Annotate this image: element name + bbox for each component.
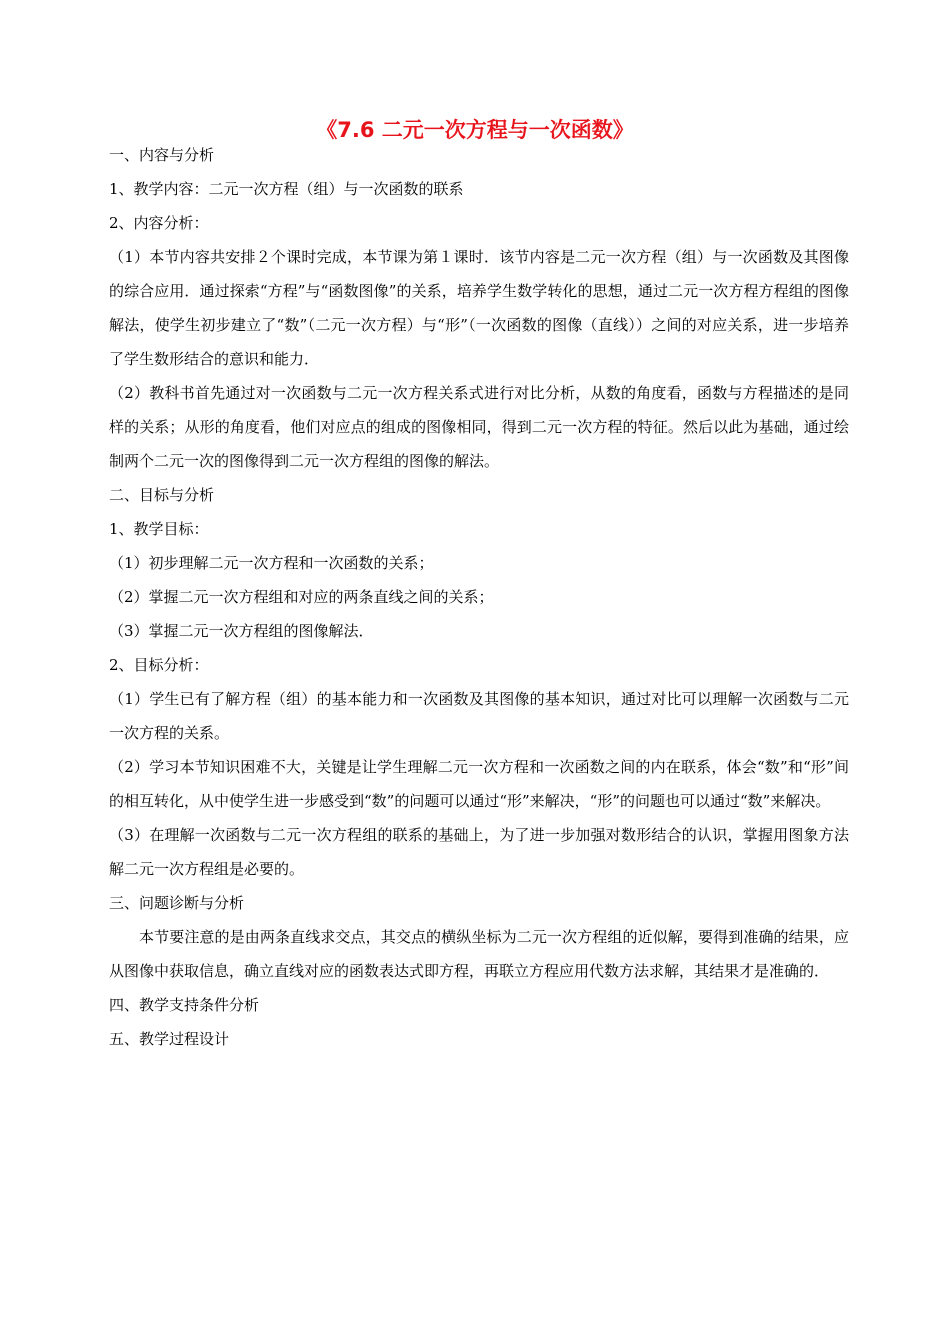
- teaching-goals-item: 1、教学目标：: [109, 520, 209, 538]
- document-title: 《7.6 二元一次方程与一次函数》: [316, 118, 634, 142]
- goal-analysis-paragraph-2: （2）学习本节知识困难不大，关键是让学生理解二元一次方程和一次函数之间的内在联系，体会“数”和“形”间的相互转化，从中使学生进一步感受到“数”的问题可以通过“形”来解决，“形”的问题也可以通过“数”来解决。: [109, 758, 849, 810]
- goal-2: （2）掌握二元一次方程组和对应的两条直线之间的关系；: [109, 588, 494, 606]
- section-heading-content-analysis: 一、内容与分析: [109, 146, 215, 164]
- content-analysis-item: 2、内容分析：: [109, 214, 209, 232]
- section-heading-support: 四、教学支持条件分析: [109, 996, 260, 1014]
- document-body: [109, 138, 849, 1056]
- goal-3: （3）掌握二元一次方程组的图像解法．: [109, 622, 374, 640]
- section-heading-diagnosis: 三、问题诊断与分析: [109, 894, 245, 912]
- teaching-content-item: 1、教学内容：二元一次方程（组）与一次函数的联系: [109, 180, 464, 198]
- goal-1: （1）初步理解二元一次方程和一次函数的关系；: [109, 554, 434, 572]
- content-analysis-paragraph-1: （1）本节内容共安排２个课时完成，本节课为第１课时．该节内容是二元一次方程（组）与一次函数及其图像的综合应用．通过探索“方程”与“函数图像”的关系，培养学生数学转化的思想，通过二元一次方程方程组的图像解法，使学生初步建立了“数”（二元一次方程）与“形”（一次函数的图像（直线））之间的对应关系，进一步培养了学生数形结合的意识和能力．: [109, 248, 849, 368]
- section-heading-process: 五、教学过程设计: [109, 1030, 230, 1048]
- goal-analysis-item: 2、目标分析：: [109, 656, 209, 674]
- goal-analysis-paragraph-1: （1）学生已有了解方程（组）的基本能力和一次函数及其图像的基本知识，通过对比可以理解一次函数与二元一次方程的关系。: [109, 690, 849, 742]
- section-heading-goals: 二、目标与分析: [109, 486, 215, 504]
- goal-analysis-paragraph-3: （3）在理解一次函数与二元一次方程组的联系的基础上，为了进一步加强对数形结合的认识，掌握用图象方法解二元一次方程组是必要的。: [109, 826, 849, 878]
- diagnosis-paragraph: 本节要注意的是由两条直线求交点，其交点的横纵坐标为二元一次方程组的近似解，要得到准确的结果，应从图像中获取信息，确立直线对应的函数表达式即方程，再联立方程应用代数方法求解，其结果才是准确的．: [109, 928, 849, 980]
- content-analysis-paragraph-2: （2）教科书首先通过对一次函数与二元一次方程关系式进行对比分析，从数的角度看，函数与方程描述的是同样的关系；从形的角度看，他们对应点的组成的图像相同，得到二元一次方程的特征。然后以此为基础，通过绘制两个二元一次的图像得到二元一次方程组的图像的解法。: [109, 384, 849, 470]
